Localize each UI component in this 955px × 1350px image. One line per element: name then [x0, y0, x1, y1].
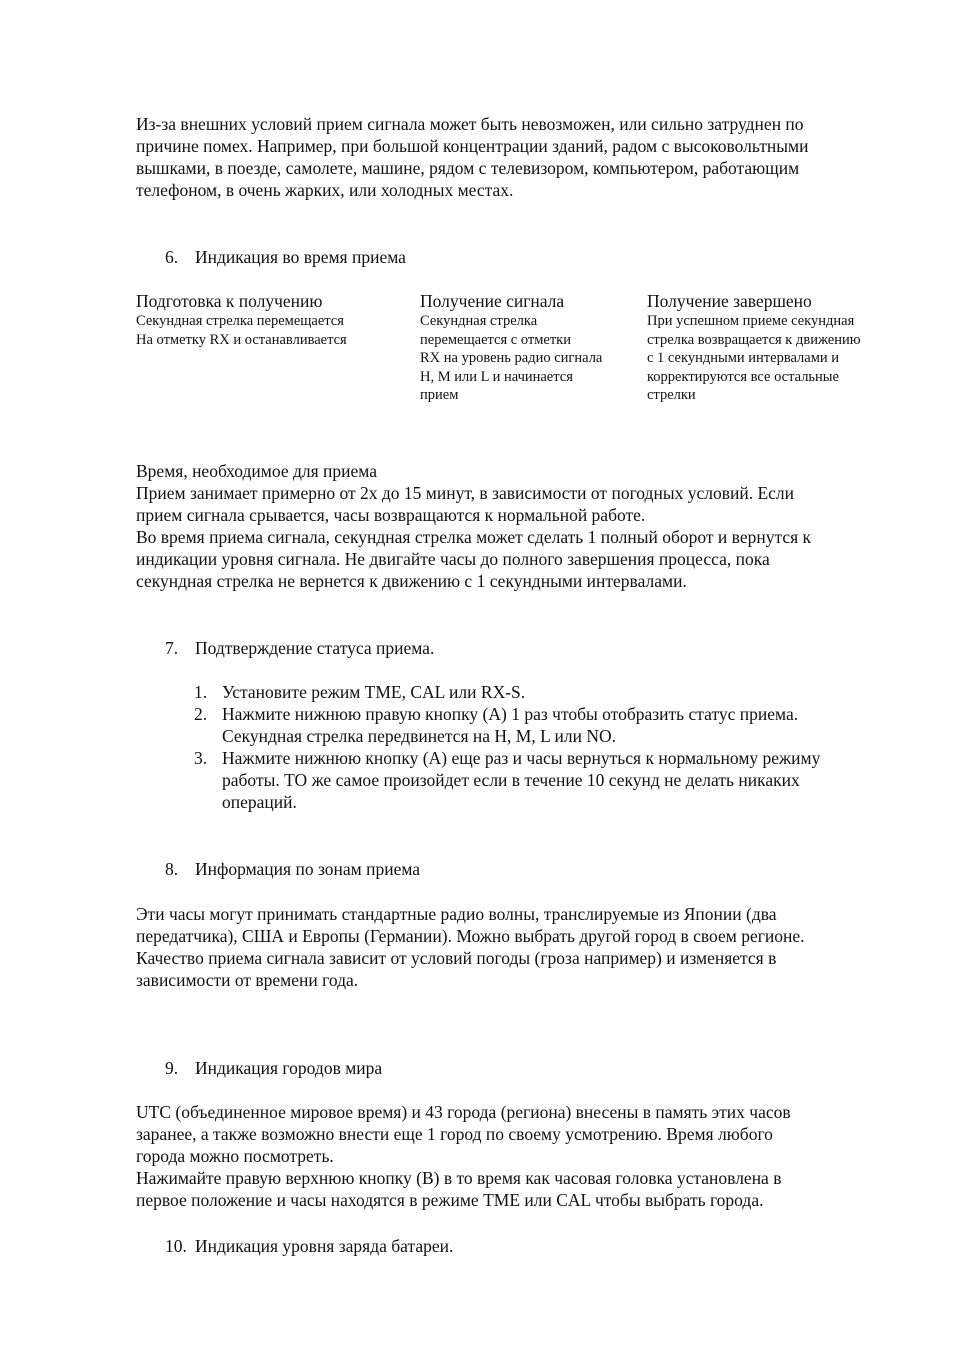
- reception-time-title: Время, необходимое для приема: [136, 461, 377, 481]
- world-cities-paragraph: UTC (объединенное мировое время) и 43 города (региона) внесены в память этих часов заранее, а также возможно внести еще 1 город по своему усмотрению. Время любого города можно посмотреть. Нажимайте правую верхнюю кнопку (В) в то время как часовая головка установлена в первое положение и часы находятся в режиме TME или CAL чтобы выбрать города.: [136, 1102, 791, 1210]
- section-title: Индикация во время приема: [195, 247, 406, 267]
- section-number: 8.: [165, 859, 179, 879]
- list-item: [194, 681, 894, 703]
- list-item-number: 1.: [194, 682, 208, 702]
- status-steps-list: [194, 681, 894, 813]
- column-text: Секундная стрелка перемещается с отметки RX на уровень радио сигнала H, M или L и начинается прием: [420, 313, 603, 403]
- list-item-text: Нажмите нижнюю кнопку (А) еще раз и часы вернуться к нормальному режиму работы. ТО же самое произойдет если в течение 10 секунд не делать никаких операций.: [222, 748, 821, 812]
- section-title: Информация по зонам приема: [195, 859, 421, 879]
- list-item: [194, 747, 894, 813]
- section-8-heading: [165, 858, 420, 880]
- section-6-heading: [165, 246, 406, 268]
- section-7-heading: [165, 637, 434, 659]
- section-title: Индикация городов мира: [195, 1058, 383, 1078]
- column-text: При успешном приеме секундная стрелка возвращается к движению с 1 секундными интервалами и корректируются все остальные стрелки: [647, 313, 861, 403]
- list-item: [194, 703, 894, 747]
- reception-time-paragraph: Прием занимает примерно от 2х до 15 минут, в зависимости от погодных условий. Если прием сигнала срывается, часы возвращаются к нормальной работе. Во время приема сигнала, секундная стрелка может сделать 1 полный оборот и вернутся к индикации уровня сигнала. Не двигайте часы до полного завершения процесса, пока секундная стрелка не вернется к движению с 1 секундными интервалами.: [136, 483, 812, 591]
- column-heading: Подготовка к получению: [136, 291, 323, 311]
- column-complete: [647, 290, 897, 405]
- column-prepare: [136, 290, 406, 349]
- section-10-heading: [165, 1235, 453, 1257]
- intro-paragraph: Из-за внешних условий прием сигнала может быть невозможен, или сильно затруднен по причине помех. Например, при большой концентрации зданий, радом с высоковольтными вышками, в поезде, самолете, машине, рядом с телевизором, компьютером, работающим телефоном, в очень жарких, или холодных местах.: [136, 114, 809, 200]
- list-item-text: Нажмите нижнюю правую кнопку (A) 1 раз чтобы отобразить статус приема. Секундная стрелка передвинется на H, M, L или NO.: [222, 704, 799, 746]
- section-9-heading: [165, 1057, 382, 1079]
- section-number: 6.: [165, 247, 179, 267]
- list-item-number: 2.: [194, 704, 208, 724]
- section-title: Индикация уровня заряда батареи.: [195, 1236, 454, 1256]
- list-item-text: Установите режим TME, CAL или RX-S.: [222, 682, 526, 702]
- section-number: 10.: [165, 1236, 187, 1256]
- column-receiving: [420, 290, 635, 405]
- column-text: Секундная стрелка перемещается На отметку RX и останавливается: [136, 313, 347, 348]
- column-heading: Получение сигнала: [420, 291, 565, 311]
- zones-paragraph: Эти часы могут принимать стандартные радио волны, транслируемые из Японии (два передатчика), США и Европы (Германии). Можно выбрать другой город в своем регионе. Качество приема сигнала зависит от условий погоды (гроза например) и изменяется в зависимости от времени года.: [136, 904, 805, 990]
- list-item-number: 3.: [194, 748, 208, 768]
- section-number: 9.: [165, 1058, 179, 1078]
- section-title: Подтверждение статуса приема.: [195, 638, 435, 658]
- section-number: 7.: [165, 638, 179, 658]
- column-heading: Получение завершено: [647, 291, 812, 311]
